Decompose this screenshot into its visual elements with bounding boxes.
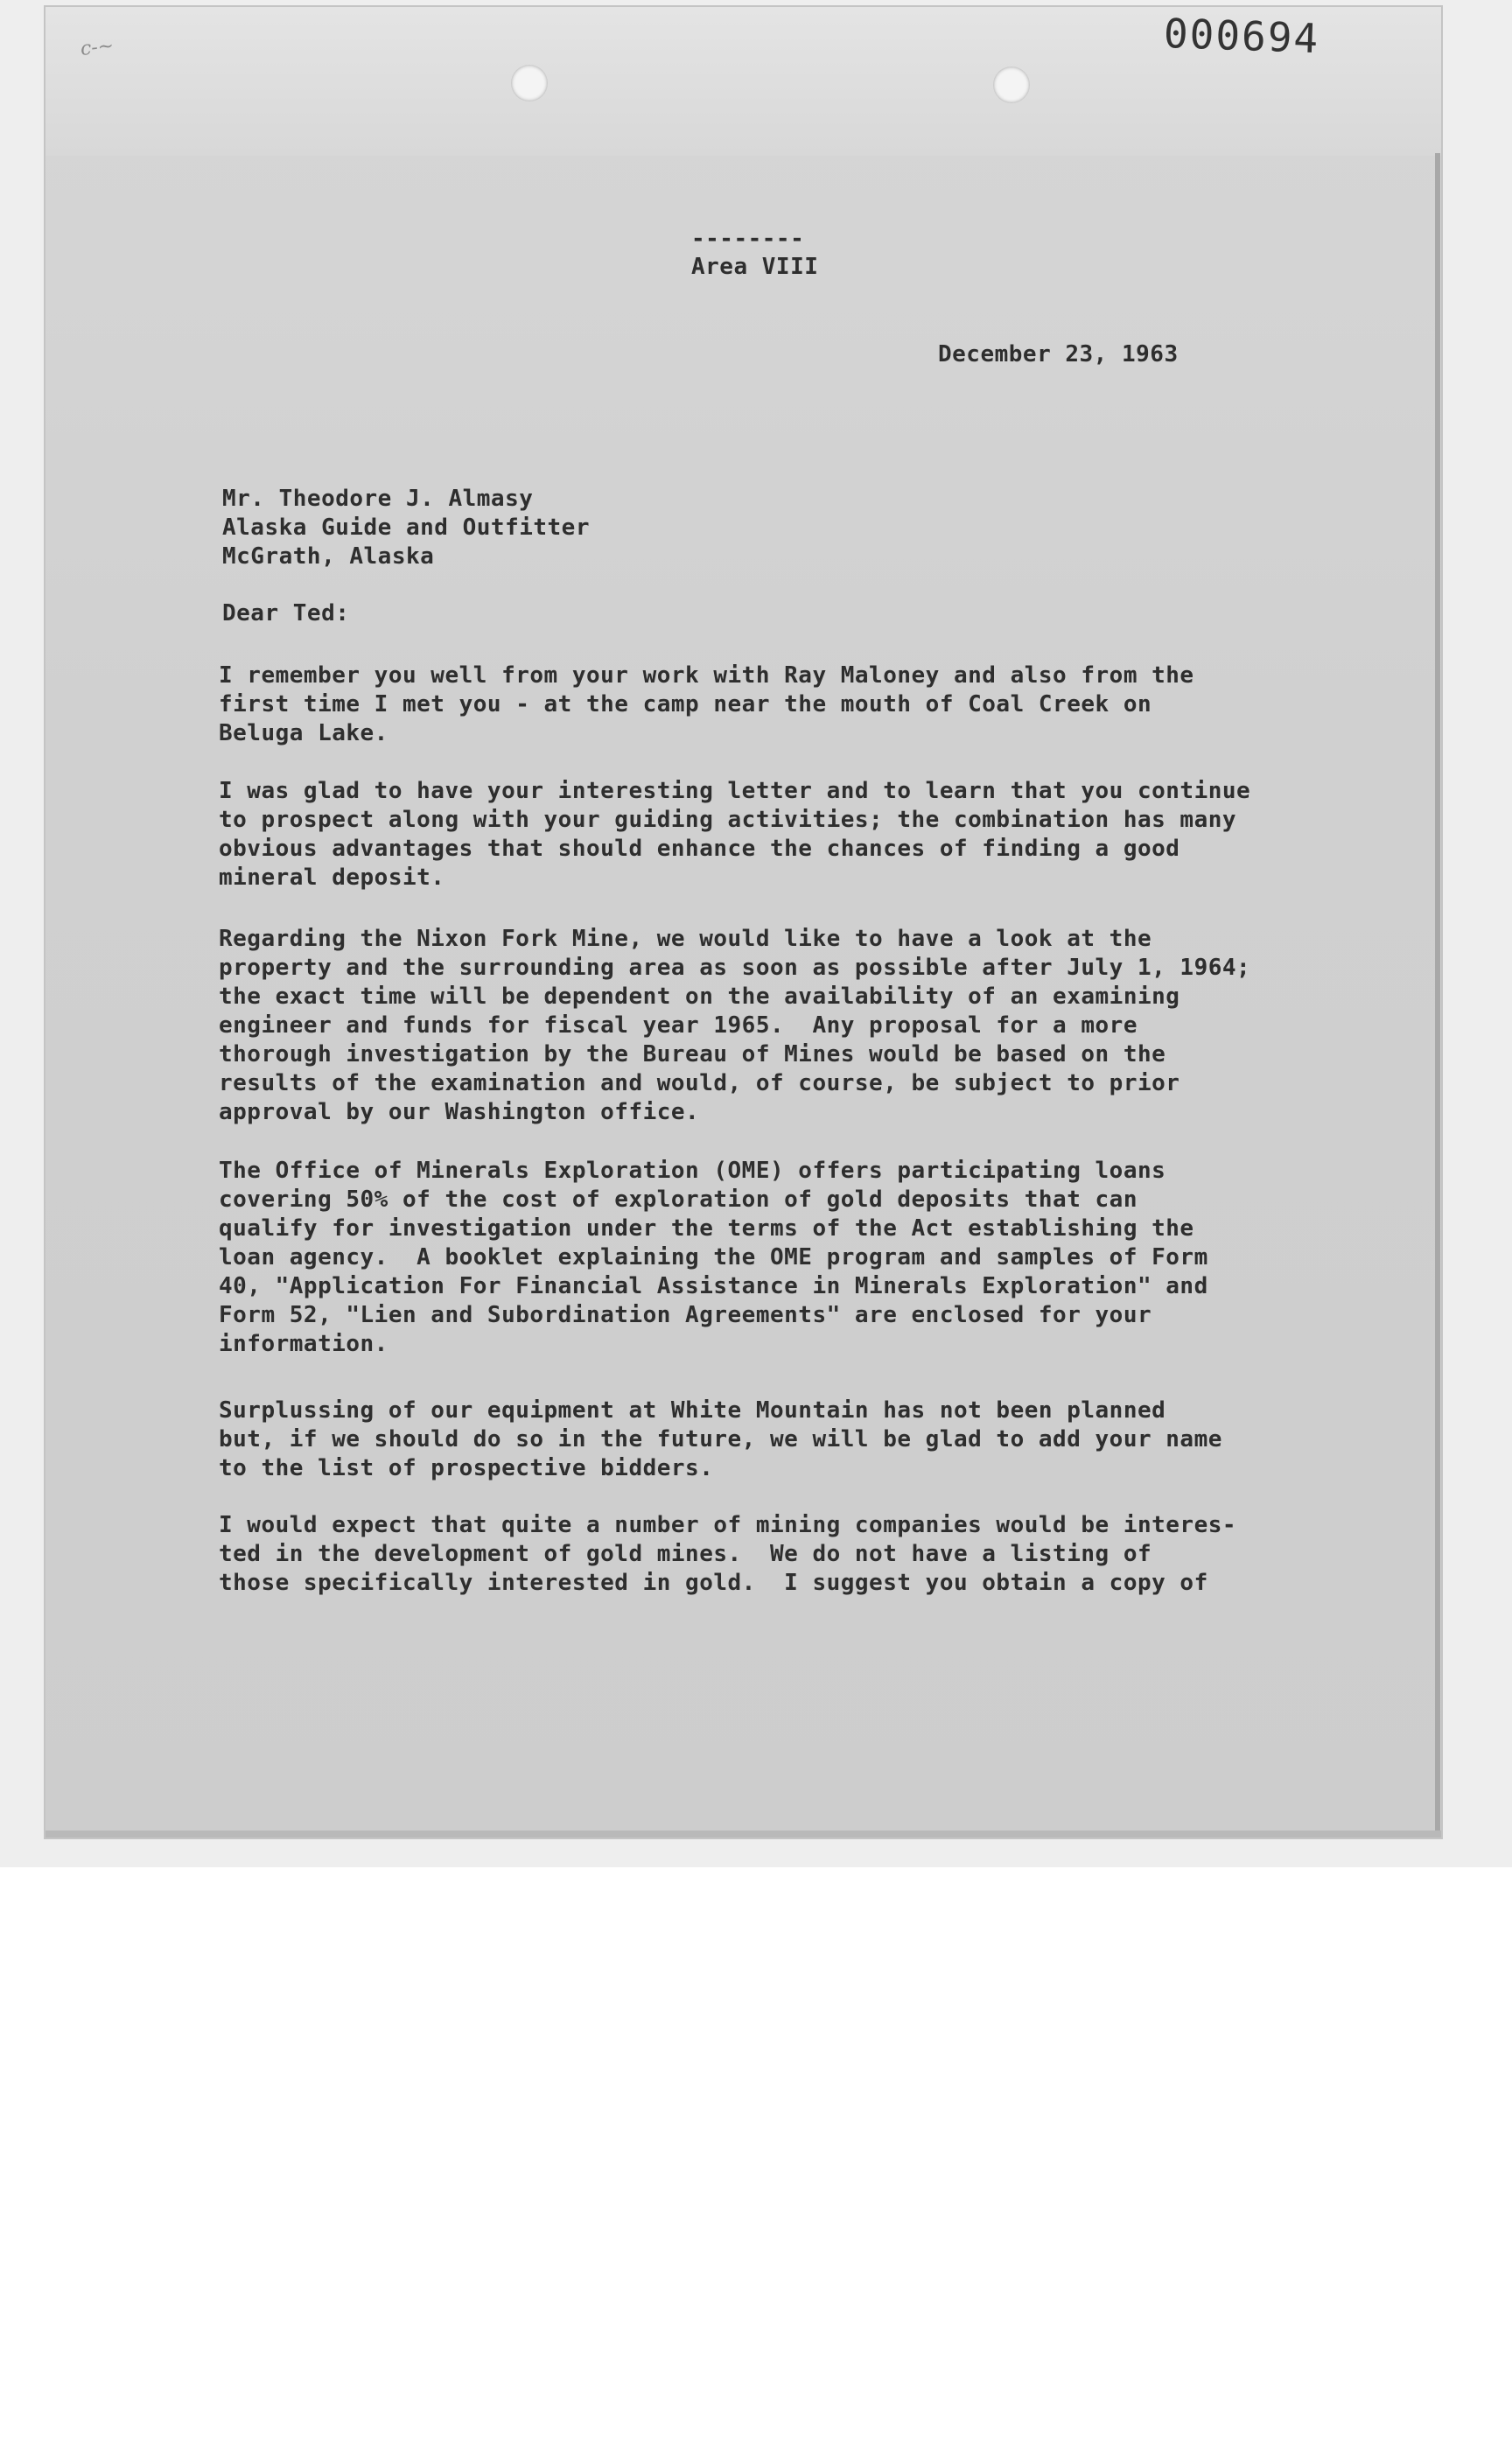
text-line: qualify for investigation under the terms of the Act establishing the <box>219 1215 1194 1242</box>
salutation: Dear Ted: <box>222 600 350 626</box>
text-line: I would expect that quite a number of mining companies would be interes- <box>219 1512 1237 1538</box>
header-dashes: -------- <box>691 226 805 252</box>
text-line: Beluga Lake. <box>219 720 388 746</box>
text-line: those specifically interested in gold. I suggest you obtain a copy of <box>219 1570 1208 1596</box>
text-line: but, if we should do so in the future, we will be glad to add your name <box>219 1426 1222 1452</box>
text-line: The Office of Minerals Exploration (OME) offers participating loans <box>219 1158 1166 1184</box>
text-line: thorough investigation by the Bureau of Mines would be based on the <box>219 1041 1166 1068</box>
text-line: first time I met you - at the camp near the mouth of Coal Creek on <box>219 691 1152 718</box>
text-line: covering 50% of the cost of exploration of gold deposits that can <box>219 1186 1138 1213</box>
text-line: to the list of prospective bidders. <box>219 1455 714 1481</box>
text-line: Surplussing of our equipment at White Mountain has not been planned <box>219 1397 1166 1424</box>
paragraph-3 <box>219 925 1295 1127</box>
text-line: Regarding the Nixon Fork Mine, we would like to have a look at the <box>219 926 1152 952</box>
text-line: property and the surrounding area as soon as possible after July 1, 1964; <box>219 955 1251 981</box>
document-number-stamp: 000694 <box>1163 9 1321 63</box>
paragraph-4 <box>219 1157 1295 1359</box>
text-line: ted in the development of gold mines. We do not have a listing of <box>219 1541 1152 1567</box>
recipient-address <box>222 485 590 571</box>
letter-date: December 23, 1963 <box>938 341 1179 368</box>
text-line: engineer and funds for fiscal year 1965. Any proposal for a more <box>219 1012 1138 1039</box>
text-line: to prospect along with your guiding activities; the combination has many <box>219 807 1237 833</box>
sheet-bottom-edge <box>46 1830 1441 1838</box>
address-line: Mr. Theodore J. Almasy <box>222 486 534 512</box>
paragraph-6 <box>219 1511 1295 1598</box>
sheet-right-edge <box>1435 153 1440 1838</box>
text-line: mineral deposit. <box>219 864 445 891</box>
text-line: information. <box>219 1331 388 1357</box>
punch-hole-right <box>993 66 1030 103</box>
text-line: obvious advantages that should enhance the chances of finding a good <box>219 836 1180 862</box>
text-line: results of the examination and would, of course, be subject to prior <box>219 1070 1180 1096</box>
text-line: the exact time will be dependent on the availability of an examining <box>219 984 1180 1010</box>
text-line: I remember you well from your work with Ray Maloney and also from the <box>219 662 1194 689</box>
text-line: Form 52, "Lien and Subordination Agreements" are enclosed for your <box>219 1302 1152 1328</box>
text-line: loan agency. A booklet explaining the OME program and samples of Form <box>219 1244 1208 1270</box>
paragraph-1 <box>219 662 1295 748</box>
address-line: Alaska Guide and Outfitter <box>222 514 590 541</box>
text-line: I was glad to have your interesting letter and to learn that you continue <box>219 778 1251 804</box>
pencil-mark: c-~ <box>79 35 116 60</box>
punch-hole-left <box>511 65 548 102</box>
paragraph-5 <box>219 1396 1295 1483</box>
area-heading: Area VIII <box>691 254 819 280</box>
text-line: approval by our Washington office. <box>219 1099 700 1125</box>
text-line: 40, "Application For Financial Assistance in Minerals Exploration" and <box>219 1273 1208 1299</box>
address-line: McGrath, Alaska <box>222 543 435 570</box>
paragraph-2 <box>219 777 1295 892</box>
